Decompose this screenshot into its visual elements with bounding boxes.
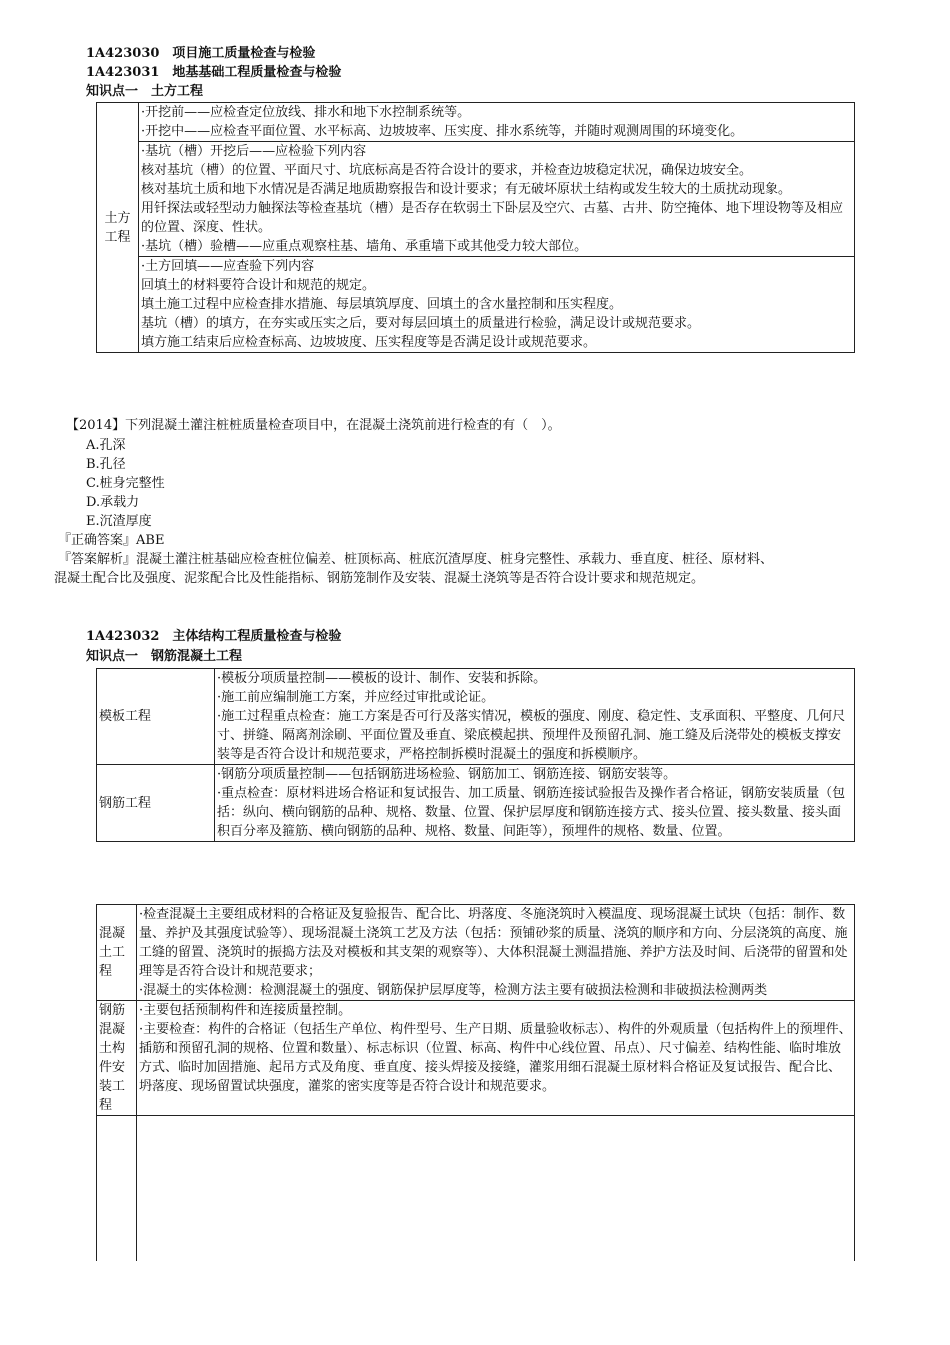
- section-code-title-2: 1A423032 主体结构工程质量检查与检验: [86, 629, 342, 644]
- answer-analysis-line1: 『答案解析』混凝土灌注桩基础应检查桩位偏差、桩顶标高、桩底沉渣厚度、桩身完整性、承载力、垂直度、桩径、原材料、: [58, 552, 774, 567]
- question-stem: 【2014】下列混凝土灌注桩桩质量检查项目中，在混凝土浇筑前进行检查的有（ ）。: [66, 418, 561, 433]
- correct-answer: 『正确答案』ABE: [58, 533, 165, 548]
- earthwork-group-excavation: [139, 103, 855, 142]
- rebar-text: ·钢筋分项质量控制——包括钢筋进场检验、钢筋加工、钢筋连接、钢筋安装等。: [217, 767, 677, 782]
- earthwork-table: [96, 102, 855, 353]
- empty-row-left: [97, 1116, 137, 1262]
- empty-row-right: [137, 1116, 855, 1262]
- earthwork-text: 核对基坑土质和地下水情况是否满足地质勘察报告和设计要求；有无破坏原状土结构或发生较大的土质扰动现象。: [141, 182, 792, 197]
- earthwork-text: ·开挖中——应检查平面位置、水平标高、边坡坡率、压实度、排水系统等，并随时观测周围的环境变化。: [141, 124, 744, 139]
- concrete-precast-table: [96, 904, 855, 1261]
- rebar-text: ·重点检查：原材料进场合格证和复试报告、加工质量、钢筋连接试验报告及操作者合格证，钢筋安装质量（包括：纵向、横向钢筋的品种、规格、数量、位置、保护层厚度和钢筋连接方式、接头位置、接头数量、接头面积百分率及箍筋、横向钢筋的品种、规格、数量、间距等），预埋件的规格、数量、位置。: [217, 786, 846, 839]
- knowledge-point-title: 知识点一 土方工程: [86, 84, 204, 99]
- option-e: E.沉渣厚度: [86, 514, 152, 529]
- option-d: D.承载力: [86, 495, 140, 510]
- rebar-category: 钢筋工程: [97, 765, 215, 842]
- precast-text: ·主要包括预制构件和连接质量控制。: [139, 1003, 352, 1018]
- formwork-content: [215, 669, 855, 765]
- section-code-title: 1A423030 项目施工质量检查与检验: [86, 46, 316, 61]
- concrete-content: [137, 905, 855, 1001]
- concrete-category: 混凝 土工 程: [97, 905, 137, 1001]
- option-b: B.孔径: [86, 457, 126, 472]
- earthwork-text: 基坑（槽）的填方，在夯实或压实之后，要对每层回填土的质量进行检验，满足设计或规范要求。: [141, 316, 701, 331]
- formwork-text: ·施工过程重点检查：施工方案是否可行及落实情况，模板的强度、刚度、稳定性、支承面积、平整度、几何尺寸、拼缝、隔离剂涂刷、平面位置及垂直、梁底模起拱、预埋件及预留孔洞、施工缝及后浇带处的模板支撑安装等是否符合设计和规范要求，严格控制拆模时混凝土的强度和拆模顺序。: [217, 709, 846, 762]
- earthwork-text: 用钎探法或轻型动力触探法等检查基坑（槽）是否存在软弱土下卧层及空穴、古墓、古井、防空掩体、地下埋设物等及相应的位置、深度、性状。: [141, 201, 844, 235]
- earthwork-text: ·基坑（槽）验槽——应重点观察柱基、墙角、承重墙下或其他受力较大部位。: [141, 239, 588, 254]
- earthwork-text: ·开挖前——应检查定位放线、排水和地下水控制系统等。: [141, 105, 471, 120]
- earthwork-text: 填土施工过程中应检查排水措施、每层填筑厚度、回填土的含水量控制和压实程度。: [141, 297, 623, 312]
- precast-category: 钢筋 混凝 土构 件安 装工 程: [97, 1001, 137, 1116]
- concrete-text: ·检查混凝土主要组成材料的合格证及复验报告、配合比、坍落度、冬施浇筑时入模温度、现场混凝土试块（包括：制作、数量、养护及其强度试验等）、现场混凝土浇筑工艺及方法（包括：预铺砂浆的质量、浇筑的顺序和方向、分层浇筑的高度、施工缝的留置、浇筑时的振捣方法及对模板和其支架的观察等）、大体积混凝土测温措施、养护方法及时间、后浇带的留置和处理等是否符合设计和规范要求；: [139, 907, 848, 979]
- concrete-text: ·混凝土的实体检测：检测混凝土的强度、钢筋保护层厚度等，检测方法主要有破损法检测和非破损法检测两类: [139, 983, 768, 998]
- formwork-text: ·施工前应编制施工方案，并应经过审批或论证。: [217, 690, 495, 705]
- precast-text: ·主要检查：构件的合格证（包括生产单位、构件型号、生产日期、质量验收标志）、构件的外观质量（包括构件上的预埋件、插筋和预留孔洞的规格、位置和数量）、标志标识（位置、标高、构件中心线位置、吊点）、尺寸偏差、结构性能、临时堆放方式、临时加固措施、起吊方式及角度、垂直度、接头焊接及接缝，灌浆用细石混凝土原材料合格证及复试报告、配合比、坍落度、现场留置试块强度，灌浆的密实度等是否符合设计和规范要求。: [139, 1022, 852, 1094]
- option-c: C.桩身完整性: [86, 476, 165, 491]
- earthwork-text: 回填土的材料要符合设计和规范的规定。: [141, 278, 376, 293]
- earthwork-text: ·基坑（槽）开挖后——应检验下列内容: [141, 144, 367, 159]
- earthwork-text: 填方施工结束后应检查标高、边坡坡度、压实程度等是否满足设计或规范要求。: [141, 335, 597, 350]
- option-a: A.孔深: [86, 438, 126, 453]
- rebar-content: [215, 765, 855, 842]
- earthwork-group-backfill: [139, 257, 855, 353]
- earthwork-text: 核对基坑（槽）的位置、平面尺寸、坑底标高是否符合设计的要求，并检查边坡稳定状况，确保边坡安全。: [141, 163, 753, 178]
- concrete-works-table: [96, 668, 855, 842]
- earthwork-category: 土方 工程: [97, 103, 139, 353]
- formwork-category: 模板工程: [97, 669, 215, 765]
- sub-section-title: 1A423031 地基基础工程质量检查与检验: [86, 65, 342, 80]
- answer-analysis-line2: 混凝土配合比及强度、泥浆配合比及性能指标、钢筋笼制作及安装、混凝土浇筑等是否符合设计要求和规范规定。: [54, 571, 705, 586]
- earthwork-group-inspection: [139, 142, 855, 257]
- knowledge-point-title-2: 知识点一 钢筋混凝土工程: [86, 649, 243, 664]
- earthwork-text: ·土方回填——应查验下列内容: [141, 259, 315, 274]
- precast-content: [137, 1001, 855, 1116]
- formwork-text: ·模板分项质量控制——模板的设计、制作、安装和拆除。: [217, 671, 547, 686]
